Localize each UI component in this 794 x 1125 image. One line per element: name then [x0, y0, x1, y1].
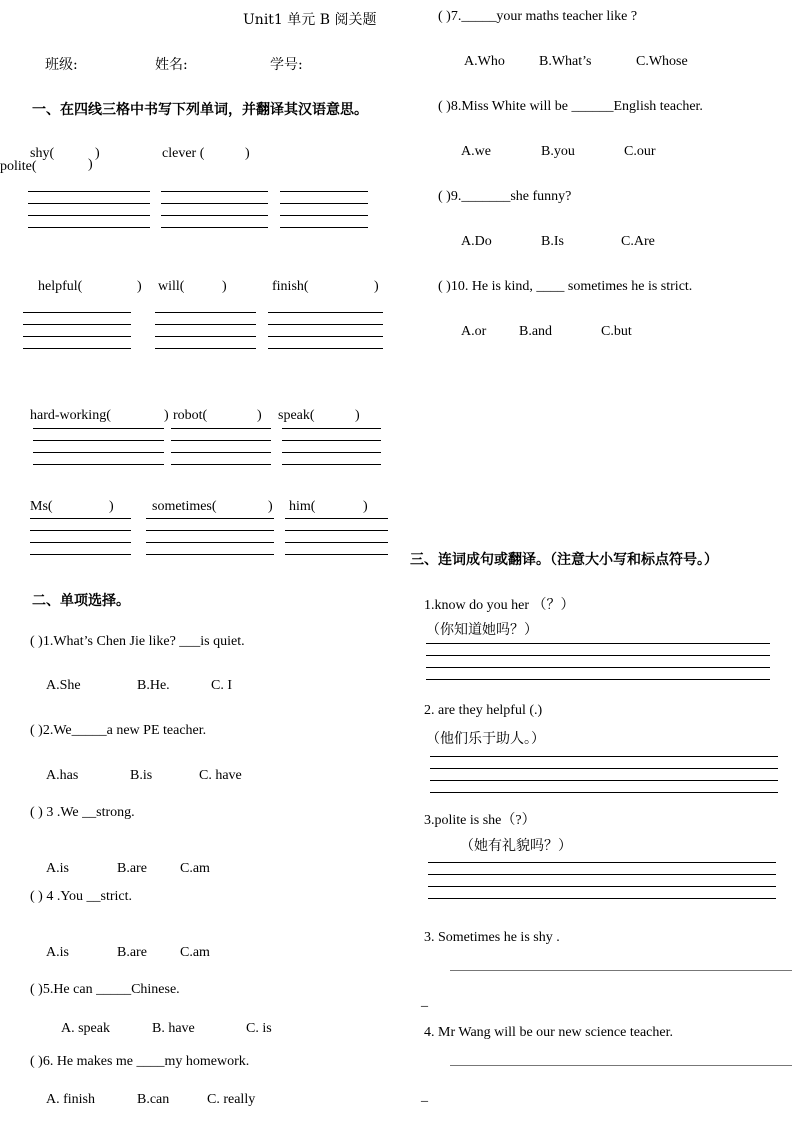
- word-sometimes: sometimes(: [152, 499, 217, 514]
- four-line-grid: [285, 518, 388, 555]
- word-helpful-close: ): [137, 279, 142, 294]
- four-line-grid: [282, 428, 381, 465]
- sentence-words: 1.know do you her （？）: [424, 598, 575, 613]
- option-b: B.you: [541, 144, 575, 159]
- translate-sentence: 3. Sometimes he is shy .: [424, 930, 560, 945]
- option-a: A.or: [461, 324, 487, 339]
- sentence-hint: （她有礼貌吗？）: [460, 838, 572, 854]
- four-line-grid: [280, 191, 368, 228]
- option-b: B. have: [152, 1021, 195, 1036]
- option-b: B.can: [137, 1092, 170, 1107]
- question-text: ( )7._____your maths teacher like ?: [438, 9, 638, 24]
- word-will: will(: [158, 279, 185, 294]
- section1-heading: 一、在四线三格中书写下列单词，并翻译其汉语意思。: [32, 102, 368, 118]
- option-c: C.am: [180, 945, 210, 960]
- option-c: C. have: [199, 768, 242, 783]
- dash-mark: _: [421, 1089, 428, 1104]
- word-him-close: ): [363, 499, 368, 514]
- option-c: C.but: [601, 324, 632, 339]
- question-text: ( ) 3 .We __strong.: [30, 805, 135, 820]
- sentence-words: 2. are they helpful (.): [424, 703, 543, 718]
- option-c: C.Are: [621, 234, 655, 249]
- four-line-grid: [171, 428, 271, 465]
- four-line-grid: [146, 518, 274, 555]
- question-text: ( ) 4 .You __strict.: [30, 889, 133, 904]
- option-b: B.are: [117, 861, 147, 876]
- question-text: ( )5.He can _____Chinese.: [30, 982, 180, 997]
- option-a: A.Who: [464, 54, 505, 69]
- word-clever-close: ): [245, 146, 250, 161]
- option-b: B.What’s: [539, 54, 592, 69]
- dash-mark: _: [421, 994, 428, 1009]
- word-ms-close: ): [109, 499, 114, 514]
- sentence-hint: （你知道她吗？）: [426, 622, 538, 638]
- answer-lines: [430, 756, 778, 804]
- option-b: B.Is: [541, 234, 564, 249]
- word-sometimes-close: ): [268, 499, 273, 514]
- four-line-grid: [161, 191, 268, 228]
- option-a: A.we: [461, 144, 491, 159]
- word-finish: finish(: [272, 279, 309, 294]
- option-c: C.our: [624, 144, 656, 159]
- option-b: B.is: [130, 768, 153, 783]
- word-helpful: helpful(: [38, 279, 83, 294]
- question-text: ( )6. He makes me ____my homework.: [30, 1054, 250, 1069]
- word-him: him(: [289, 499, 316, 514]
- student-number-label: 学号:: [270, 57, 303, 73]
- four-line-grid: [33, 428, 164, 465]
- class-label: 班级:: [45, 57, 78, 73]
- four-line-grid: [23, 312, 131, 349]
- word-polite-close: ): [88, 157, 93, 172]
- answer-blank-line: [450, 970, 792, 971]
- word-robot: robot(: [173, 408, 208, 423]
- four-line-grid: [155, 312, 256, 349]
- four-line-grid: [28, 191, 150, 228]
- answer-lines: [428, 862, 776, 910]
- word-speak-close: ): [355, 408, 360, 423]
- sentence-hint: （他们乐于助人。）: [426, 731, 545, 747]
- section2-heading: 二、单项选择。: [32, 593, 130, 609]
- option-c: C.Whose: [636, 54, 688, 69]
- word-shy: shy(: [30, 146, 55, 161]
- option-c: C. I: [211, 678, 232, 693]
- word-polite: polite(: [0, 159, 37, 174]
- sentence-words: 3.polite is she（?）: [424, 813, 536, 828]
- option-a: A. finish: [46, 1092, 95, 1107]
- option-b: B.He.: [137, 678, 170, 693]
- question-text: ( )9._______she funny?: [438, 189, 572, 204]
- word-will-close: ): [222, 279, 227, 294]
- option-a: A.Do: [461, 234, 492, 249]
- word-shy-close: ): [95, 146, 100, 161]
- question-text: ( )8.Miss White will be ______English teacher.: [438, 99, 703, 114]
- question-text: ( )1.What’s Chen Jie like? ___is quiet.: [30, 634, 245, 649]
- word-hardworking-close: ): [164, 408, 169, 423]
- option-a: A. speak: [61, 1021, 110, 1036]
- option-a: A.is: [46, 861, 69, 876]
- option-a: A.She: [46, 678, 81, 693]
- option-c: C.am: [180, 861, 210, 876]
- option-a: A.is: [46, 945, 69, 960]
- name-label: 姓名:: [155, 57, 188, 73]
- translate-sentence: 4. Mr Wang will be our new science teacher.: [424, 1025, 673, 1040]
- option-a: A.has: [46, 768, 79, 783]
- word-clever: clever (: [162, 146, 205, 161]
- option-b: B.are: [117, 945, 147, 960]
- word-robot-close: ): [257, 408, 262, 423]
- word-ms: Ms(: [30, 499, 53, 514]
- section3-heading: 三、连词成句或翻译。（注意大小写和标点符号。）: [410, 552, 718, 568]
- word-finish-close: ): [374, 279, 379, 294]
- answer-blank-line: [450, 1065, 792, 1066]
- option-b: B.and: [519, 324, 553, 339]
- four-line-grid: [268, 312, 383, 349]
- question-text: ( )10. He is kind, ____ sometimes he is strict.: [438, 279, 693, 294]
- option-c: C. is: [246, 1021, 272, 1036]
- word-hardworking: hard-working(: [30, 408, 111, 423]
- four-line-grid: [30, 518, 131, 555]
- answer-lines: [426, 643, 770, 691]
- word-speak: speak(: [278, 408, 315, 423]
- worksheet-title: Unit1 单元 B 阅关题: [243, 12, 377, 28]
- option-c: C. really: [207, 1092, 256, 1107]
- question-text: ( )2.We_____a new PE teacher.: [30, 723, 207, 738]
